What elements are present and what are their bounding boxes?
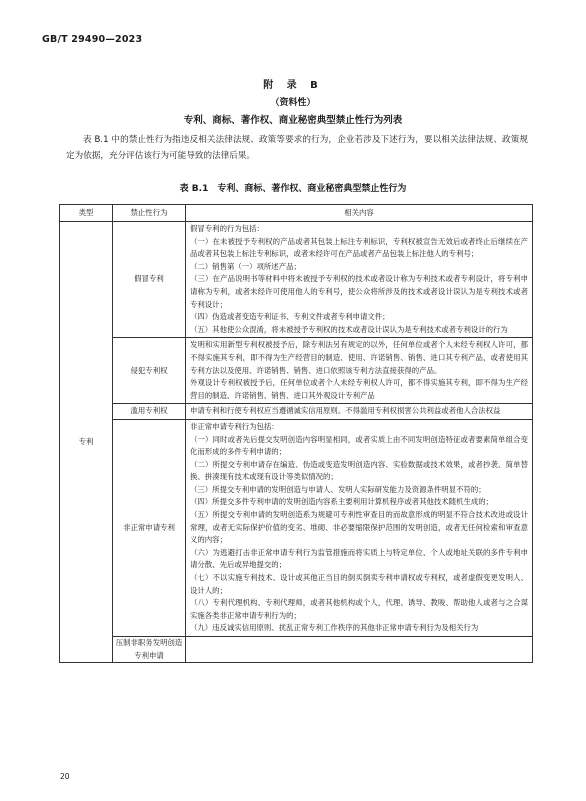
category-cell: 专利 (60, 222, 113, 663)
content-line: （三）在产品说明书等材料中将未被授予专利权的技术或者设计称为专利技术或者专利设计，将专利申请称为专利，或者未经许可使用他人的专利号，使公众将所涉及的技术或者设计误认为是专利技术或者专利设计； (190, 274, 528, 309)
content-cell (186, 637, 533, 663)
content-line: （二）所提交专利申请存在编造、伪造或变造发明创造内容、实验数据或技术效果，或者抄袭、简单替换、拼凑现有技术或现有设计等类似情况的； (190, 459, 528, 482)
content-line: （一）同时或者先后提交发明创造内容明显相同，或者实质上由不同发明创造特征或者要素简单组合变化而形成的多件专利申请的； (190, 434, 528, 457)
content-line: （五）其他使公众混淆，将未被授予专利权的技术或者设计误认为是专利技术或者专利设计的行为 (190, 324, 508, 334)
appendix-title: 附 录 B (263, 80, 323, 91)
content-line: 发明和实用新型专利权被授予后，除专利法另有规定的以外，任何单位或者个人未经专利权人许可，都不得实施其专利，即不得为生产经营目的制造、使用、许诺销售、销售、进口其专利产品，或者使用其专利方法以及使用、许诺销售、销售、进口依照该专利方法直接获得的产品。 (190, 340, 528, 375)
content-line: 假冒专利的行为包括： (190, 224, 264, 233)
table-row (60, 338, 533, 404)
header-content: 相关内容 (186, 205, 533, 222)
behavior-cell: 侵犯专利权 (113, 338, 186, 404)
table-row (60, 419, 533, 636)
behavior-cell: 压制非职务发明创造专利申请 (113, 637, 186, 663)
table-row (60, 222, 533, 338)
behavior-cell: 滥用专利权 (113, 404, 186, 420)
content-cell (186, 338, 533, 404)
behavior-cell: 假冒专利 (113, 222, 186, 338)
content-line: 申请专利和行使专利权应当遵循诚实信用原则。不得滥用专利权损害公共利益或者他人合法权益 (190, 406, 501, 416)
table-row (60, 404, 533, 420)
content-line: 外观设计专利权被授予后，任何单位或者个人未经专利权人许可，都不得实施其专利，即不得为生产经营目的制造、许诺销售、销售、进口其外观设计专利产品 (190, 378, 528, 400)
content-line: （六）为逃避打击非正常申请专利行为监管措施而将实质上与特定单位、个人或地址关联的多件专利申请分散、先后或异地提交的； (190, 547, 528, 570)
content-line: （九）违反诚实信用原则、扰乱正常专利工作秩序的其他非正常申请专利行为及相关行为 (190, 623, 479, 633)
content-line: （三）所提交专利申请的发明创造与申请人、发明人实际研发能力及资源条件明显不符的； (190, 484, 486, 494)
table-row (60, 637, 533, 663)
content-cell (186, 222, 533, 338)
content-line: 非正常申请专利行为包括： (190, 421, 279, 431)
behavior-cell: 非正常申请专利 (113, 419, 186, 636)
prohibited-behavior-table (59, 204, 533, 663)
appendix-nature: （资料性） (270, 98, 316, 108)
content-cell (186, 404, 533, 420)
content-line: （七）不以实施专利技术、设计或其他正当目的倒买倒卖专利申请权或专利权，或者虚假变更发明人、设计人的； (190, 573, 528, 595)
header-behavior: 禁止性行为 (113, 205, 186, 222)
content-line: （四）所提交多件专利申请的发明创造内容系主要利用计算机程序或者其他技术随机生成的； (190, 497, 494, 507)
page-number: 20 (60, 772, 70, 781)
header-category: 类型 (60, 205, 113, 222)
content-line: （四）伪造或者变造专利证书、专利文件或者专利申请文件； (190, 312, 390, 322)
content-line: （一）在未被授予专利权的产品或者其包装上标注专利标识，专利权被宣告无效后或者终止后继续在产品或者其包装上标注专利标识，或者未经许可在产品或者产品包装上标注他人的专利号； (190, 236, 528, 259)
content-cell (186, 419, 533, 636)
intro-paragraph: 表 B.1 中的禁止性行为指违反相关法律法规、政策等要求的行为，企业若涉及下述行为，要以相关法律法规、政策规定为依据，充分评估该行为可能导致的法律后果。 (66, 135, 528, 161)
table-caption: 表 B.1 专利、商标、著作权、商业秘密典型禁止性行为 (179, 184, 407, 194)
content-line: （八）专利代理机构、专利代理师，或者其他机构或个人，代理、诱导、教唆、帮助他人或者与之合谋实施各类非正常申请专利行为的； (190, 598, 528, 620)
content-line: （五）所提交专利申请的发明创造系为规避可专利性审查目的而故意形成的明显不符合技术改进或设计常理，或者无实际保护价值的变劣、堆砌、非必要缩限保护范围的发明创造，或者无任何检索和审查意义的内容； (190, 510, 528, 545)
standard-number: GB/T 29490—2023 (42, 34, 143, 45)
content-line: （二）销售第（一）项所述产品； (190, 261, 301, 271)
appendix-heading: 专利、商标、著作权、商业秘密典型禁止性行为列表 (183, 115, 403, 126)
table-header-row (60, 205, 533, 222)
